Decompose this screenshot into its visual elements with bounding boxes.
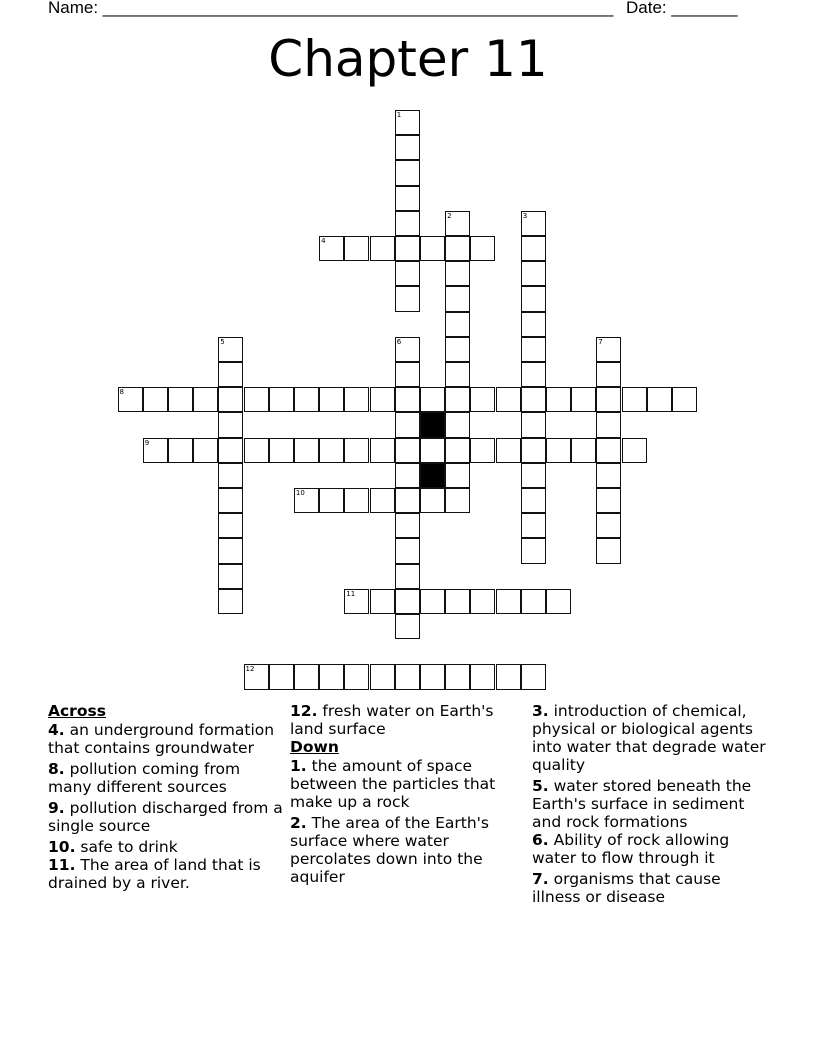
grid-cell[interactable] xyxy=(294,664,319,689)
grid-cell[interactable] xyxy=(521,362,546,387)
grid-cell[interactable] xyxy=(218,538,243,563)
clue-across-9 xyxy=(48,799,284,835)
clue-down-3 xyxy=(532,702,768,774)
grid-cell[interactable] xyxy=(218,362,243,387)
grid-cell[interactable] xyxy=(521,463,546,488)
grid-cell[interactable] xyxy=(445,488,470,513)
grid-cell[interactable] xyxy=(395,337,420,362)
grid-cell[interactable] xyxy=(395,488,420,513)
grid-cell[interactable] xyxy=(395,236,420,261)
grid-cell[interactable] xyxy=(445,387,470,412)
grid-cell[interactable] xyxy=(319,387,344,412)
clue-number-label: 2 xyxy=(447,211,452,220)
grid-cell[interactable] xyxy=(395,463,420,488)
grid-cell[interactable] xyxy=(596,438,621,463)
grid-cell[interactable] xyxy=(470,236,495,261)
grid-cell[interactable] xyxy=(420,438,445,463)
grid-cell[interactable] xyxy=(344,438,369,463)
grid-cell[interactable] xyxy=(672,387,697,412)
grid-cell[interactable] xyxy=(496,589,521,614)
grid-cell[interactable] xyxy=(269,664,294,689)
grid-cell[interactable] xyxy=(370,236,395,261)
clue-number-label: 7 xyxy=(598,337,603,346)
clue-across-10 xyxy=(48,838,284,856)
clue-across-8 xyxy=(48,760,284,796)
clue-number-label: 1 xyxy=(396,111,402,119)
grid-cell[interactable] xyxy=(395,110,420,135)
grid-cell[interactable] xyxy=(319,664,344,689)
clue-text: pollution coming from many different sources xyxy=(48,760,241,796)
grid-cell[interactable] xyxy=(395,160,420,185)
grid-cell[interactable] xyxy=(521,488,546,513)
grid-cell[interactable] xyxy=(470,438,495,463)
clue-number: 8. xyxy=(48,760,65,778)
grid-cell[interactable] xyxy=(395,135,420,160)
clue-text: The area of land that is drained by a river. xyxy=(48,856,261,892)
grid-cell[interactable] xyxy=(596,538,621,563)
grid-cell[interactable] xyxy=(370,664,395,689)
grid-cell[interactable] xyxy=(344,589,369,614)
grid-cell[interactable] xyxy=(470,664,495,689)
clue-number-label: 6 xyxy=(396,337,402,346)
grid-cell[interactable] xyxy=(168,438,193,463)
clue-across-4 xyxy=(48,721,284,757)
grid-cell[interactable] xyxy=(596,362,621,387)
grid-cell[interactable] xyxy=(319,438,344,463)
clue-number: 9. xyxy=(48,799,65,817)
clue-number-label: 4 xyxy=(321,237,326,245)
clue-text: the amount of space between the particles that make up a rock xyxy=(290,757,496,811)
grid-cell[interactable] xyxy=(395,387,420,412)
clue-text: safe to drink xyxy=(80,838,178,856)
grid-cell[interactable] xyxy=(218,387,243,412)
clue-number: 2. xyxy=(290,814,307,832)
grid-cell[interactable] xyxy=(218,564,243,589)
grid-cell[interactable] xyxy=(370,438,395,463)
grid-cell[interactable] xyxy=(445,261,470,286)
grid-cell[interactable] xyxy=(344,664,369,689)
grid-cell[interactable] xyxy=(470,387,495,412)
grid-cell[interactable] xyxy=(218,463,243,488)
grid-cell[interactable] xyxy=(546,387,571,412)
grid-cell[interactable] xyxy=(218,438,243,463)
clue-number: 11. xyxy=(48,856,76,874)
grid-cell[interactable] xyxy=(218,412,243,437)
clue-text: pollution discharged from a single source xyxy=(48,799,283,835)
clue-number: 6. xyxy=(532,831,549,849)
grid-cell[interactable] xyxy=(496,664,521,689)
grid-cell[interactable] xyxy=(546,589,571,614)
grid-cell[interactable] xyxy=(445,286,470,311)
grid-cell[interactable] xyxy=(596,412,621,437)
grid-cell[interactable] xyxy=(445,412,470,437)
grid-cell[interactable] xyxy=(344,488,369,513)
clue-text: water stored beneath the Earth's surface in sediment and rock formations xyxy=(532,777,752,831)
clue-number: 1. xyxy=(290,757,307,775)
grid-cell[interactable] xyxy=(193,387,218,412)
grid-cell[interactable] xyxy=(521,337,546,362)
grid-cell[interactable] xyxy=(546,438,571,463)
grid-cell[interactable] xyxy=(395,589,420,614)
clue-text: Ability of rock allowing water to flow through it xyxy=(532,831,730,867)
clue-text: an underground formation that contains groundwater xyxy=(48,721,275,757)
grid-cell[interactable] xyxy=(218,589,243,614)
clue-number-label: 8 xyxy=(119,388,124,397)
grid-cell[interactable] xyxy=(445,337,470,362)
grid-cell[interactable] xyxy=(168,387,193,412)
clue-number: 12. xyxy=(290,702,318,720)
clue-down-5 xyxy=(532,777,768,831)
clue-text: fresh water on Earth's land surface xyxy=(290,702,494,738)
grid-block-cell xyxy=(420,412,445,437)
grid-block-cell xyxy=(420,463,445,488)
clue-number-label: 3 xyxy=(522,211,528,220)
grid-cell[interactable] xyxy=(193,438,218,463)
grid-cell[interactable] xyxy=(294,387,319,412)
date-field[interactable]: Date: _______ xyxy=(626,0,738,17)
grid-cell[interactable] xyxy=(395,261,420,286)
grid-cell[interactable] xyxy=(395,614,420,639)
clues-column-2 xyxy=(290,702,526,889)
grid-cell[interactable] xyxy=(596,488,621,513)
page-title: Chapter 11 xyxy=(268,30,548,88)
grid-cell[interactable] xyxy=(319,236,344,261)
grid-cell[interactable] xyxy=(420,387,445,412)
grid-cell[interactable] xyxy=(521,513,546,538)
clue-number-label: 12 xyxy=(245,665,255,674)
clue-number-label: 11 xyxy=(346,589,356,598)
grid-cell[interactable] xyxy=(445,463,470,488)
down-heading: Down xyxy=(290,738,339,756)
clue-text: organisms that cause illness or disease xyxy=(532,870,721,906)
grid-cell[interactable] xyxy=(395,538,420,563)
grid-cell[interactable] xyxy=(596,337,621,362)
grid-cell[interactable] xyxy=(269,438,294,463)
grid-cell[interactable] xyxy=(521,538,546,563)
clue-number-label: 9 xyxy=(144,438,150,447)
grid-cell[interactable] xyxy=(244,387,269,412)
grid-cell[interactable] xyxy=(521,412,546,437)
clue-down-1 xyxy=(290,757,526,811)
clue-number-label: 10 xyxy=(295,489,305,497)
clue-down-2 xyxy=(290,814,526,886)
grid-cell[interactable] xyxy=(647,387,672,412)
clue-text: The area of the Earth's surface where water percolates down into the aquifer xyxy=(290,814,490,886)
grid-cell[interactable] xyxy=(420,236,445,261)
grid-cell[interactable] xyxy=(294,438,319,463)
across-heading: Across xyxy=(48,702,106,720)
grid-cell[interactable] xyxy=(420,664,445,689)
grid-cell[interactable] xyxy=(420,488,445,513)
clue-number: 5. xyxy=(532,777,549,795)
clue-across-12 xyxy=(290,702,526,738)
clue-down-6 xyxy=(532,831,768,867)
grid-cell[interactable] xyxy=(571,438,596,463)
grid-cell[interactable] xyxy=(571,387,596,412)
grid-cell[interactable] xyxy=(143,438,168,463)
grid-cell[interactable] xyxy=(445,362,470,387)
grid-cell[interactable] xyxy=(445,312,470,337)
grid-cell[interactable] xyxy=(370,488,395,513)
grid-cell[interactable] xyxy=(218,337,243,362)
grid-cell[interactable] xyxy=(622,387,647,412)
grid-cell[interactable] xyxy=(521,286,546,311)
clues-column-1 xyxy=(48,702,284,895)
grid-cell[interactable] xyxy=(395,513,420,538)
clue-number: 7. xyxy=(532,870,549,888)
name-field[interactable]: Name: ______________________________________________________ xyxy=(48,0,614,17)
grid-cell[interactable] xyxy=(143,387,168,412)
grid-cell[interactable] xyxy=(244,438,269,463)
clues-column-3 xyxy=(532,702,768,909)
grid-cell[interactable] xyxy=(622,438,647,463)
clue-number: 10. xyxy=(48,838,76,856)
grid-cell[interactable] xyxy=(395,664,420,689)
grid-cell[interactable] xyxy=(395,362,420,387)
grid-cell[interactable] xyxy=(496,387,521,412)
grid-cell[interactable] xyxy=(395,286,420,311)
grid-cell[interactable] xyxy=(269,387,294,412)
clue-across-11 xyxy=(48,856,284,892)
grid-cell[interactable] xyxy=(370,387,395,412)
grid-cell[interactable] xyxy=(294,488,319,513)
grid-cell[interactable] xyxy=(344,387,369,412)
grid-cell[interactable] xyxy=(395,438,420,463)
grid-cell[interactable] xyxy=(521,236,546,261)
grid-cell[interactable] xyxy=(218,488,243,513)
grid-cell[interactable] xyxy=(596,513,621,538)
grid-cell[interactable] xyxy=(521,261,546,286)
grid-cell[interactable] xyxy=(596,463,621,488)
grid-cell[interactable] xyxy=(445,664,470,689)
grid-cell[interactable] xyxy=(218,513,243,538)
grid-cell[interactable] xyxy=(395,564,420,589)
clue-number-label: 5 xyxy=(220,337,225,346)
grid-cell[interactable] xyxy=(395,412,420,437)
grid-cell[interactable] xyxy=(521,664,546,689)
grid-cell[interactable] xyxy=(521,589,546,614)
grid-cell[interactable] xyxy=(420,589,445,614)
grid-cell[interactable] xyxy=(445,236,470,261)
clue-text: introduction of chemical, physical or biological agents into water that degrade water quality xyxy=(532,702,766,774)
clue-down-7 xyxy=(532,870,768,906)
clue-number: 3. xyxy=(532,702,549,720)
clue-number: 4. xyxy=(48,721,65,739)
grid-cell[interactable] xyxy=(596,387,621,412)
grid-cell[interactable] xyxy=(445,438,470,463)
grid-cell[interactable] xyxy=(445,589,470,614)
grid-cell[interactable] xyxy=(445,211,470,236)
grid-cell[interactable] xyxy=(496,438,521,463)
grid-cell[interactable] xyxy=(395,186,420,211)
grid-cell[interactable] xyxy=(521,438,546,463)
grid-cell[interactable] xyxy=(344,236,369,261)
grid-cell[interactable] xyxy=(470,589,495,614)
grid-cell[interactable] xyxy=(521,211,546,236)
grid-cell[interactable] xyxy=(521,312,546,337)
grid-cell[interactable] xyxy=(118,387,143,412)
grid-cell[interactable] xyxy=(370,589,395,614)
grid-cell[interactable] xyxy=(521,387,546,412)
grid-cell[interactable] xyxy=(395,211,420,236)
grid-cell[interactable] xyxy=(319,488,344,513)
grid-cell[interactable] xyxy=(244,664,269,689)
